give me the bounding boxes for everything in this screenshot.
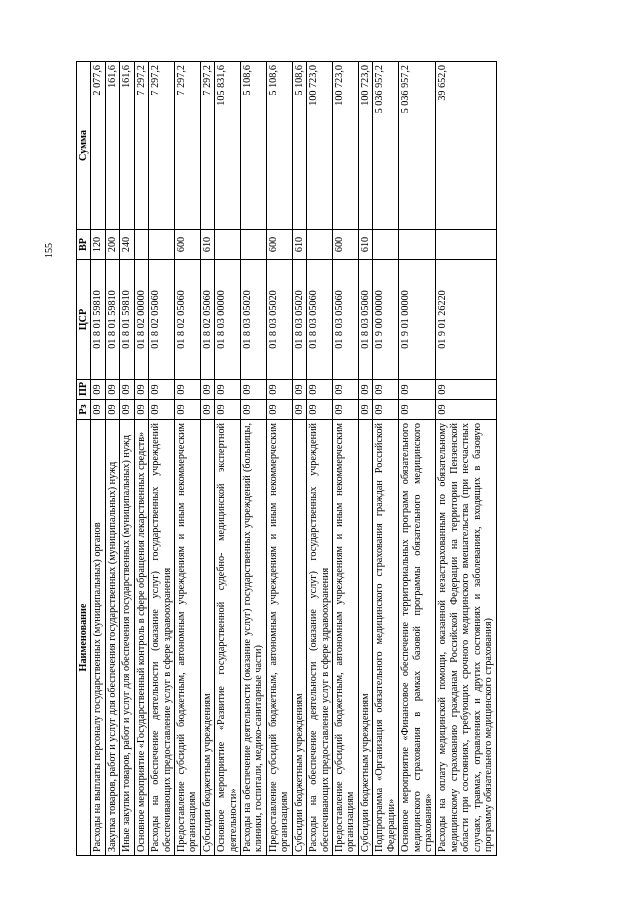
row-pr-cell: 09 [241, 380, 267, 400]
table-row [292, 62, 306, 856]
header-name: Наименование [77, 420, 91, 856]
row-pr-cell: 09 [399, 380, 436, 400]
row-csr-cell: 01 9 01 26220 [436, 260, 496, 380]
row-csr-cell: 01 8 02 05060 [149, 260, 175, 380]
row-vr-cell: 610 [358, 230, 372, 260]
table-row [266, 62, 292, 856]
row-csr-cell: 01 8 01 59810 [105, 260, 119, 380]
table-row [399, 62, 436, 856]
row-rz-cell: 09 [266, 400, 292, 420]
row-vr-cell [399, 230, 436, 260]
row-csr-cell: 01 8 02 00000 [134, 260, 148, 380]
row-name-cell: Закупка товаров, работ и услуг для обеспечения государственных (муниципальных) нужд [105, 420, 119, 856]
row-csr-cell: 01 8 02 05060 [174, 260, 200, 380]
row-csr-cell: 01 9 01 00000 [399, 260, 436, 380]
row-name-cell: Подпрограмма «Организация обязательного медицинского страхования граждан Российской Федерации» [373, 420, 399, 856]
row-sum-cell: 7 297,2 [200, 62, 214, 230]
row-pr-cell: 09 [200, 380, 214, 400]
row-vr-cell: 610 [292, 230, 306, 260]
table-row [436, 62, 496, 856]
row-name-cell: Иные закупки товаров, работ и услуг для обеспечения государственных (муниципальных) нужд [120, 420, 134, 856]
row-sum-cell: 2 077,6 [91, 62, 105, 230]
row-rz-cell: 09 [307, 400, 333, 420]
row-name-cell: Основное мероприятие «Финансовое обеспечение территориальных программ обязательного медицинского страхования в рамках базовой программы обязательного медицинского страхования» [399, 420, 436, 856]
row-pr-cell: 09 [373, 380, 399, 400]
row-rz-cell: 09 [120, 400, 134, 420]
table-row [241, 62, 267, 856]
row-vr-cell: 610 [200, 230, 214, 260]
row-pr-cell: 09 [266, 380, 292, 400]
row-rz-cell: 09 [373, 400, 399, 420]
table-row [200, 62, 214, 856]
row-vr-cell: 600 [266, 230, 292, 260]
table-header-row [77, 62, 91, 856]
row-sum-cell: 105 831,6 [215, 62, 241, 230]
row-name-cell: Предоставление субсидий бюджетным, автономным учреждениям и иным некоммерческим организациям [266, 420, 292, 856]
table-body [91, 62, 496, 856]
row-vr-cell [307, 230, 333, 260]
table-row [307, 62, 333, 856]
row-name-cell: Предоставление субсидий бюджетным, автономным учреждениям и иным некоммерческим организациям [333, 420, 359, 856]
row-sum-cell: 100 723,0 [358, 62, 372, 230]
row-name-cell: Предоставление субсидий бюджетным, автономным учреждениям и иным некоммерческим организациям [174, 420, 200, 856]
row-csr-cell: 01 8 01 59810 [120, 260, 134, 380]
row-name-cell: Основное мероприятие «Государственный контроль в сфере обращения лекарственных средств» [134, 420, 148, 856]
row-name-cell: Расходы на оплату медицинской помощи, оказанной незастрахованным по обязательному медицинскому страхованию гражданам Российской Федерации на территории Пензенской области при состояниях, требующих срочного медицинского вмешательства (при несчастных случаях, травмах, отравлениях и других состояниях и заболеваниях, входящих в базовую программу обязательного медицинского страхования) [436, 420, 496, 856]
row-vr-cell: 200 [105, 230, 119, 260]
row-name-cell: Субсидии бюджетным учреждениям [200, 420, 214, 856]
row-pr-cell: 09 [333, 380, 359, 400]
table-row [373, 62, 399, 856]
row-pr-cell: 09 [215, 380, 241, 400]
row-sum-cell: 39 652,0 [436, 62, 496, 230]
row-vr-cell: 600 [333, 230, 359, 260]
row-csr-cell: 01 8 03 05020 [266, 260, 292, 380]
row-pr-cell: 09 [307, 380, 333, 400]
row-vr-cell [149, 230, 175, 260]
row-sum-cell: 161,6 [120, 62, 134, 230]
row-csr-cell: 01 8 03 00000 [215, 260, 241, 380]
row-csr-cell: 01 8 03 05020 [241, 260, 267, 380]
row-pr-cell: 09 [134, 380, 148, 400]
row-csr-cell: 01 9 00 00000 [373, 260, 399, 380]
row-sum-cell: 5 108,6 [266, 62, 292, 230]
table-row [105, 62, 119, 856]
header-csr: ЦСР [77, 260, 91, 380]
table-row [333, 62, 359, 856]
row-csr-cell: 01 8 03 05020 [292, 260, 306, 380]
row-rz-cell: 09 [241, 400, 267, 420]
row-sum-cell: 7 297,2 [149, 62, 175, 230]
row-pr-cell: 09 [174, 380, 200, 400]
row-vr-cell: 600 [174, 230, 200, 260]
row-rz-cell: 09 [358, 400, 372, 420]
table-row [134, 62, 148, 856]
row-rz-cell: 09 [174, 400, 200, 420]
row-rz-cell: 09 [399, 400, 436, 420]
row-rz-cell: 09 [105, 400, 119, 420]
row-sum-cell: 5 108,6 [292, 62, 306, 230]
row-rz-cell: 09 [91, 400, 105, 420]
page-number: 155 [44, 243, 55, 258]
row-rz-cell: 09 [215, 400, 241, 420]
table-row [215, 62, 241, 856]
row-rz-cell: 09 [134, 400, 148, 420]
row-vr-cell [241, 230, 267, 260]
row-rz-cell: 09 [292, 400, 306, 420]
row-pr-cell: 09 [292, 380, 306, 400]
row-name-cell: Расходы на обеспечение деятельности (оказание услуг) государственных учреждений обеспечивающих предоставление услуг в сфере здравоохранения [149, 420, 175, 856]
header-vr: ВР [77, 230, 91, 260]
row-name-cell: Расходы на обеспечение деятельности (оказание услуг) государственных учреждений обеспечивающих предоставление услуг в сфере здравоохранения [307, 420, 333, 856]
row-pr-cell: 09 [120, 380, 134, 400]
row-rz-cell: 09 [436, 400, 496, 420]
table-row [120, 62, 134, 856]
row-vr-cell [134, 230, 148, 260]
row-vr-cell [436, 230, 496, 260]
row-csr-cell: 01 8 01 59810 [91, 260, 105, 380]
row-pr-cell: 09 [358, 380, 372, 400]
header-sum: Сумма [77, 62, 91, 230]
row-csr-cell: 01 8 02 05060 [200, 260, 214, 380]
table-row [91, 62, 105, 856]
row-name-cell: Субсидии бюджетным учреждениям [358, 420, 372, 856]
row-pr-cell: 09 [436, 380, 496, 400]
row-vr-cell [215, 230, 241, 260]
row-pr-cell: 09 [149, 380, 175, 400]
row-name-cell: Расходы на выплаты персоналу государственных (муниципальных) органов [91, 420, 105, 856]
row-rz-cell: 09 [333, 400, 359, 420]
budget-table [76, 61, 497, 856]
row-sum-cell: 5 108,6 [241, 62, 267, 230]
header-rz: Рз [77, 400, 91, 420]
row-sum-cell: 5 036 957,2 [373, 62, 399, 230]
row-pr-cell: 09 [105, 380, 119, 400]
row-sum-cell: 161,6 [105, 62, 119, 230]
row-csr-cell: 01 8 03 05060 [307, 260, 333, 380]
table-row [358, 62, 372, 856]
row-pr-cell: 09 [91, 380, 105, 400]
row-name-cell: Основное мероприятие «Развитие государственной судебно- медицинской экспертной деятельности» [215, 420, 241, 856]
table-row [149, 62, 175, 856]
table-row [174, 62, 200, 856]
header-pr: ПР [77, 380, 91, 400]
row-name-cell: Расходы на обеспечение деятельности (оказание услуг) государственных учреждений (больницы, клиники, госпитали, медико-санитарные части) [241, 420, 267, 856]
rotated-table-wrapper [76, 62, 552, 856]
row-rz-cell: 09 [200, 400, 214, 420]
row-name-cell: Субсидии бюджетным учреждениям [292, 420, 306, 856]
row-sum-cell: 100 723,0 [333, 62, 359, 230]
row-rz-cell: 09 [149, 400, 175, 420]
row-sum-cell: 5 036 957,2 [399, 62, 436, 230]
row-vr-cell: 240 [120, 230, 134, 260]
row-csr-cell: 01 8 03 05060 [333, 260, 359, 380]
row-sum-cell: 100 723,0 [307, 62, 333, 230]
row-sum-cell: 7 297,2 [134, 62, 148, 230]
row-vr-cell: 120 [91, 230, 105, 260]
row-vr-cell [373, 230, 399, 260]
row-sum-cell: 7 297,2 [174, 62, 200, 230]
row-csr-cell: 01 8 03 05060 [358, 260, 372, 380]
